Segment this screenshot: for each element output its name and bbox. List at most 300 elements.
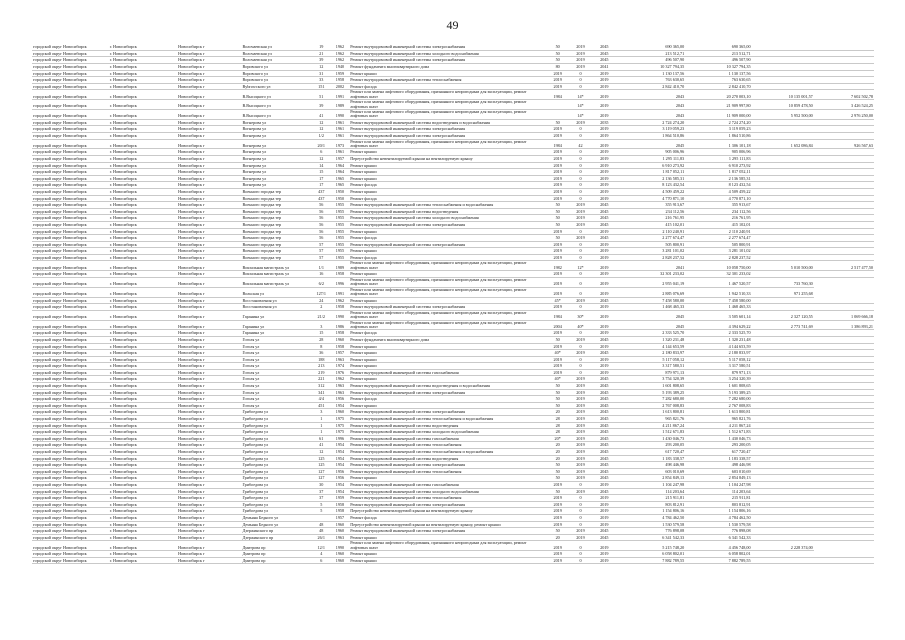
table-cell-street: Грибоедова ул (241, 422, 312, 429)
table-cell-street: Вогнерова ул (241, 132, 312, 139)
table-cell-y2: 2019 (569, 528, 592, 535)
table-cell-c3 (814, 132, 874, 139)
table-cell-district: Новосибирск г (177, 475, 241, 482)
table-cell-c3 (814, 402, 874, 409)
table-cell-work: Ремонт или замена лифтового оборудования, признанного непригодным для эксплуатации, ремонт лифтовых шахт (349, 90, 546, 100)
table-cell-c3 (814, 271, 874, 278)
table-cell-cost: 2 110 240,91 (617, 228, 685, 235)
table-row (32, 422, 874, 429)
table-cell-street: Гоголя ул (241, 343, 312, 350)
table-cell-y1: 50 (546, 462, 569, 469)
table-cell-district: Новосибирск г (177, 162, 241, 169)
table-cell-y1: 2019 (546, 195, 569, 202)
table-cell-c2: 10 135 001,57 (752, 90, 814, 100)
table-cell-c1: 1 512 671,83 (685, 429, 751, 436)
table-cell-city: г. Новосибирск (109, 235, 177, 242)
table-cell-cost: 5 117 058,12 (617, 356, 685, 363)
table-cell-district: Новосибирск г (177, 132, 241, 139)
table-cell-y2: 2019 (569, 429, 592, 436)
table-cell-district: Новосибирск г (177, 271, 241, 278)
table-cell-c1: 3 119 059,23 (685, 126, 751, 133)
table-cell-c2 (752, 557, 814, 564)
table-cell-year: 1964 (331, 162, 350, 169)
table-cell-work: Ремонт внутридомовой инженерной системы теплоснабжения и водоснабжения (349, 202, 546, 209)
table-cell-year: 1975 (331, 429, 350, 436)
table-cell-street: В.Высоцкого ул (241, 100, 312, 110)
table-cell-c2 (752, 70, 814, 77)
table-cell-c2 (752, 235, 814, 242)
table-cell-work: Ремонт фасада (349, 254, 546, 261)
table-cell-district: Новосибирск г (177, 126, 241, 133)
table-cell-y1: 2019 (546, 369, 569, 376)
table-row (32, 534, 874, 541)
table-cell-house: 1 (312, 429, 331, 436)
table-cell-house: 341 (312, 389, 331, 396)
table-cell-city: г. Новосибирск (109, 495, 177, 502)
table-cell-work: Ремонт крыши (349, 356, 546, 363)
table-cell-cost: 2 828 237,52 (617, 254, 685, 261)
table-cell-city: г. Новосибирск (109, 481, 177, 488)
table-cell-year: 1958 (331, 343, 350, 350)
table-cell-y1: 2019 (546, 169, 569, 176)
table-cell-c2 (752, 449, 814, 456)
table-cell-y2: 12* (569, 261, 592, 271)
table-cell-okrug: городской округ Новосибирск (32, 501, 109, 508)
table-cell-district: Новосибирск г (177, 215, 241, 222)
table-cell-district: Новосибирск г (177, 455, 241, 462)
table-row (32, 149, 874, 156)
table-cell-okrug: городской округ Новосибирск (32, 409, 109, 416)
table-cell-okrug: городской округ Новосибирск (32, 363, 109, 370)
table-row (32, 241, 874, 248)
table-cell-house: 12 (312, 119, 331, 126)
table-cell-work: Ремонт фасада (349, 330, 546, 337)
table-cell-y1: 2019 (546, 77, 569, 84)
table-cell-district: Новосибирск г (177, 534, 241, 541)
table-cell-city: г. Новосибирск (109, 442, 177, 449)
table-cell-c2: 10 859 478,50 (752, 100, 814, 110)
table-cell-y2: 0 (569, 330, 592, 337)
capital-repair-table-wrapper (32, 44, 874, 564)
table-cell-street: Гоголя ул (241, 363, 312, 370)
table-cell-district: Новосибирск г (177, 449, 241, 456)
table-cell-cost: 8 123 432,54 (617, 182, 685, 189)
table-cell-y2: 2019 (569, 57, 592, 64)
table-row (32, 287, 874, 297)
table-cell-y2: 40* (569, 320, 592, 330)
table-cell-y1: 50 (546, 50, 569, 57)
table-cell-year: 1964 (331, 169, 350, 176)
table-cell-city: г. Новосибирск (109, 551, 177, 558)
table-cell-year: 1958 (331, 77, 350, 84)
table-cell-c1: 7 458 580,00 (685, 297, 751, 304)
table-cell-cost: 2045 (617, 310, 685, 320)
table-cell-okrug: городской округ Новосибирск (32, 376, 109, 383)
table-cell-y3: 2019 (592, 182, 617, 189)
table-cell-c2 (752, 215, 814, 222)
table-cell-y1: 2019 (546, 70, 569, 77)
table-cell-c1: 965 821,76 (685, 416, 751, 423)
table-cell-district: Новосибирск г (177, 350, 241, 357)
table-cell-work: Ремонт крыши (349, 169, 546, 176)
table-cell-y1: 2019 (546, 83, 569, 90)
table-cell-y3: 2045 (592, 202, 617, 209)
table-cell-year: 1973 (331, 139, 350, 149)
table-cell-cost: 2043 (617, 90, 685, 100)
table-cell-city: г. Новосибирск (109, 50, 177, 57)
table-row (32, 495, 874, 502)
table-cell-street: Военного городка тер (241, 208, 312, 215)
table-cell-c3: 1 386 893,21 (814, 320, 874, 330)
table-cell-c3 (814, 468, 874, 475)
table-cell-c1: 505 800,91 (685, 241, 751, 248)
table-cell-work: Ремонт внутридомовой инженерной системы газоснабжения (349, 369, 546, 376)
table-cell-y1: 2019 (546, 126, 569, 133)
table-cell-c2 (752, 481, 814, 488)
table-cell-c2: 1 652 086,84 (752, 139, 814, 149)
table-cell-street: Гоголя ул (241, 396, 312, 403)
table-cell-y1: 20 (546, 449, 569, 456)
table-cell-y3: 2045 (592, 462, 617, 469)
table-cell-street: Грибоедова ул (241, 449, 312, 456)
table-cell-c3 (814, 182, 874, 189)
capital-repair-table (32, 44, 874, 564)
table-cell-work: Ремонт или замена лифтового оборудования, признанного непригодным для эксплуатации, ремонт лифтовых шахт (349, 310, 546, 320)
table-cell-district: Новосибирск г (177, 336, 241, 343)
table-cell-district: Новосибирск г (177, 429, 241, 436)
table-cell-c2 (752, 77, 814, 84)
table-cell-c1: 1 295 111,83 (685, 155, 751, 162)
table-cell-y2: 2019 (569, 402, 592, 409)
table-cell-district: Новосибирск г (177, 100, 241, 110)
table-cell-year: 1962 (331, 44, 350, 50)
table-cell-city: г. Новосибирск (109, 202, 177, 209)
table-cell-y2: 2019 (569, 50, 592, 57)
table-cell-cost: 234 112,56 (617, 208, 685, 215)
table-cell-city: г. Новосибирск (109, 508, 177, 515)
table-cell-c1: 4 456 748,00 (685, 541, 751, 551)
table-cell-city: г. Новосибирск (109, 277, 177, 287)
table-cell-year: 1996 (331, 435, 350, 442)
table-cell-y1: 2019 (546, 149, 569, 156)
table-cell-year: 1955 (331, 248, 350, 255)
table-cell-y1: 2019 (546, 241, 569, 248)
table-cell-street: Воровского ул (241, 77, 312, 84)
table-cell-c1: 1 154 806,16 (685, 508, 751, 515)
table-cell-c1: 776 898,08 (685, 528, 751, 535)
table-cell-house: 12 (312, 63, 331, 70)
table-cell-district: Новосибирск г (177, 508, 241, 515)
table-cell-city: г. Новосибирск (109, 215, 177, 222)
table-cell-y3: 2019 (592, 162, 617, 169)
table-cell-c2 (752, 435, 814, 442)
table-cell-house: 219 (312, 369, 331, 376)
table-cell-street: Вогнерова ул (241, 169, 312, 176)
table-cell-city: г. Новосибирск (109, 369, 177, 376)
table-cell-c1: 6 341 542,33 (685, 534, 751, 541)
table-cell-house: 56 (312, 202, 331, 209)
table-cell-work: Ремонт внутридомовой инженерной системы водоотведения (349, 422, 546, 429)
table-cell-y3: 2045 (592, 402, 617, 409)
table-cell-c3 (814, 162, 874, 169)
table-cell-street: Дмитрова пр (241, 551, 312, 558)
table-cell-y2: 0 (569, 514, 592, 521)
table-cell-year: 1989 (331, 100, 350, 110)
table-cell-city: г. Новосибирск (109, 188, 177, 195)
table-cell-y3: 2019 (592, 271, 617, 278)
table-cell-c3 (814, 389, 874, 396)
table-cell-y1: 1982 (546, 261, 569, 271)
table-cell-y2: 2019 (569, 534, 592, 541)
table-cell-c2 (752, 343, 814, 350)
table-cell-c2 (752, 356, 814, 363)
table-cell-cost: 415 102,01 (617, 221, 685, 228)
table-cell-c3 (814, 221, 874, 228)
table-cell-c1: 1 530 579,58 (685, 521, 751, 528)
table-cell-district: Новосибирск г (177, 241, 241, 248)
table-cell-c3 (814, 254, 874, 261)
table-cell-street: Гоголя ул (241, 389, 312, 396)
table-cell-work: Ремонт или замена лифтового оборудования, признанного непригодным для эксплуатации, ремонт лифтовых шахт (349, 287, 546, 297)
table-cell-cost: 3 754 320,39 (617, 376, 685, 383)
table-cell-work: Ремонт крыши (349, 350, 546, 357)
table-cell-year: 1960 (331, 336, 350, 343)
table-cell-c3 (814, 149, 874, 156)
table-cell-house: 437 (312, 195, 331, 202)
table-cell-cost: 7 458 580,00 (617, 297, 685, 304)
table-cell-city: г. Новосибирск (109, 475, 177, 482)
table-cell-city: г. Новосибирск (109, 83, 177, 90)
table-cell-okrug: городской округ Новосибирск (32, 304, 109, 311)
table-cell-y3: 2019 (592, 508, 617, 515)
table-cell-work: Ремонт внутридомовой инженерной системы электроснабжения (349, 126, 546, 133)
table-cell-city: г. Новосибирск (109, 383, 177, 390)
table-cell-year: 2002 (331, 83, 350, 90)
table-cell-city: г. Новосибирск (109, 422, 177, 429)
table-cell-c1: 5 193 389,25 (685, 389, 751, 396)
table-cell-year: 1975 (331, 422, 350, 429)
table-cell-district: Новосибирск г (177, 77, 241, 84)
table-cell-c2 (752, 132, 814, 139)
table-row (32, 155, 874, 162)
table-cell-city: г. Новосибирск (109, 376, 177, 383)
table-cell-district: Новосибирск г (177, 277, 241, 287)
table-cell-okrug: городской округ Новосибирск (32, 481, 109, 488)
table-cell-c1: 1 104 247,98 (685, 481, 751, 488)
table-cell-house: 3 (312, 320, 331, 330)
table-cell-cost: 1 468 465,33 (617, 304, 685, 311)
table-cell-y3: 2019 (592, 356, 617, 363)
table-row (32, 429, 874, 436)
table-cell-y1: 28 (546, 429, 569, 436)
table-cell-y3: 2045 (592, 455, 617, 462)
table-cell-c3 (814, 495, 874, 502)
table-cell-house: 56 (312, 215, 331, 222)
table-cell-y1: 50 (546, 402, 569, 409)
table-cell-y2: 0 (569, 126, 592, 133)
table-cell-c2 (752, 248, 814, 255)
table-cell-cost: 1 295 111,83 (617, 155, 685, 162)
table-cell-y3: 2019 (592, 369, 617, 376)
table-cell-y1: 50 (546, 336, 569, 343)
table-cell-street: Военного городка тер (241, 202, 312, 209)
table-cell-okrug: городской округ Новосибирск (32, 330, 109, 337)
table-cell-work: Ремонт крыши (349, 551, 546, 558)
table-cell-house: 15 (312, 169, 331, 176)
table-cell-c2: 971 255,68 (752, 287, 814, 297)
table-cell-y2: 0 (569, 195, 592, 202)
table-cell-c3 (814, 126, 874, 133)
table-cell-year: 1963 (331, 534, 350, 541)
table-cell-work: Ремонт крыши (349, 175, 546, 182)
table-cell-c2 (752, 429, 814, 436)
table-cell-c2 (752, 175, 814, 182)
table-row (32, 208, 874, 215)
table-cell-y2: 0 (569, 541, 592, 551)
table-cell-city: г. Новосибирск (109, 455, 177, 462)
table-cell-c1: 114 203,64 (685, 488, 751, 495)
table-cell-city: г. Новосибирск (109, 350, 177, 357)
table-cell-year: 1955 (331, 215, 350, 222)
table-cell-okrug: городской округ Новосибирск (32, 297, 109, 304)
table-cell-y3: 2045 (592, 215, 617, 222)
table-cell-c2 (752, 304, 814, 311)
table-cell-y2: 0 (569, 241, 592, 248)
table-cell-y2: 2019 (569, 44, 592, 50)
table-cell-street: Демьяна Бедного ул (241, 521, 312, 528)
table-row (32, 126, 874, 133)
table-cell-district: Новосибирск г (177, 228, 241, 235)
table-cell-work: Ремонт внутридомовой инженерной системы теплоснабжения и водоснабжения (349, 449, 546, 456)
table-cell-year: 1961 (331, 132, 350, 139)
table-cell-city: г. Новосибирск (109, 521, 177, 528)
table-cell-okrug: городской округ Новосибирск (32, 261, 109, 271)
table-cell-y3: 2019 (592, 83, 617, 90)
table-cell-work: Ремонт фундамента многоквартирного дома (349, 336, 546, 343)
table-cell-house: 1/2 (312, 132, 331, 139)
table-cell-year: 1955 (331, 235, 350, 242)
table-cell-okrug: городской округ Новосибирск (32, 149, 109, 156)
table-cell-c1: 4 784 462,50 (685, 514, 751, 521)
table-cell-c1: 496 507,90 (685, 57, 751, 64)
table-cell-y3: 2045 (592, 44, 617, 50)
table-cell-c3: 2 517 477,50 (814, 261, 874, 271)
table-cell-house: 61 (312, 435, 331, 442)
table-cell-year: 1990 (331, 109, 350, 119)
table-cell-work: Ремонт внутридомовой инженерной системы теплоснабжения и водоснабжения (349, 416, 546, 423)
table-cell-y1: 2019 (546, 557, 569, 564)
table-cell-cost: 114 203,64 (617, 488, 685, 495)
table-cell-y3: 2019 (592, 248, 617, 255)
table-cell-c1: 1 864 510,86 (685, 132, 751, 139)
table-cell-city: г. Новосибирск (109, 514, 177, 521)
table-cell-c2 (752, 495, 814, 502)
table-cell-cost: 4 211 867,24 (617, 422, 685, 429)
table-cell-street: Грибоедова ул (241, 416, 312, 423)
table-cell-c2 (752, 462, 814, 469)
table-cell-okrug: городской округ Новосибирск (32, 416, 109, 423)
table-cell-house: 48 (312, 528, 331, 535)
table-cell-cost: 6 341 542,33 (617, 534, 685, 541)
table-cell-street: Военного городка тер (241, 254, 312, 261)
table-cell-y2: 2019 (569, 409, 592, 416)
table-cell-district: Новосибирск г (177, 188, 241, 195)
table-cell-okrug: городской округ Новосибирск (32, 541, 109, 551)
table-cell-city: г. Новосибирск (109, 435, 177, 442)
table-cell-cost: 1 183 338,57 (617, 455, 685, 462)
table-cell-city: г. Новосибирск (109, 389, 177, 396)
table-cell-year: 1954 (331, 402, 350, 409)
table-cell-okrug: городской округ Новосибирск (32, 462, 109, 469)
table-cell-y2: 2019 (569, 389, 592, 396)
table-cell-year: 1960 (331, 557, 350, 564)
table-cell-year: 1954 (331, 462, 350, 469)
table-cell-c1: 603 010,69 (685, 468, 751, 475)
table-cell-house: 56 (312, 221, 331, 228)
table-cell-c1: 3 317 580,51 (685, 363, 751, 370)
table-cell-district: Новосибирск г (177, 155, 241, 162)
table-row (32, 235, 874, 242)
table-cell-c3 (814, 228, 874, 235)
table-cell-house: 451 (312, 402, 331, 409)
table-cell-c1: 498 446,98 (685, 462, 751, 469)
table-cell-house: 437 (312, 188, 331, 195)
table-cell-c3 (814, 208, 874, 215)
table-row (32, 261, 874, 271)
table-cell-c1: 879 971,13 (685, 369, 751, 376)
table-cell-y1 (546, 100, 569, 110)
table-cell-city: г. Новосибирск (109, 363, 177, 370)
table-cell-street: Грибоедова ул (241, 508, 312, 515)
table-cell-c2 (752, 254, 814, 261)
table-cell-okrug: городской округ Новосибирск (32, 488, 109, 495)
table-cell-cost: 2 180 833,97 (617, 350, 685, 357)
table-cell-c2 (752, 202, 814, 209)
table-cell-year: 1960 (331, 409, 350, 416)
table-cell-y2: 0 (569, 77, 592, 84)
table-row (32, 195, 874, 202)
table-cell-c2 (752, 402, 814, 409)
table-cell-y3: 2019 (592, 241, 617, 248)
table-cell-city: г. Новосибирск (109, 109, 177, 119)
table-cell-cost: 355 913,67 (617, 202, 685, 209)
table-cell-street: Гоголя ул (241, 383, 312, 390)
table-cell-district: Новосибирск г (177, 83, 241, 90)
table-cell-y1: 1984 (546, 139, 569, 149)
table-cell-city: г. Новосибирск (109, 139, 177, 149)
table-cell-c3 (814, 77, 874, 84)
table-cell-c1: 213 512,71 (685, 50, 751, 57)
table-cell-c2 (752, 442, 814, 449)
table-cell-year: 1956 (331, 396, 350, 403)
table-cell-y1: 20 (546, 409, 569, 416)
table-row (32, 409, 874, 416)
table-cell-y3: 2035 (592, 119, 617, 126)
table-cell-district: Новосибирск г (177, 248, 241, 255)
table-cell-y2: 0 (569, 495, 592, 502)
table-cell-cost: 4 144 653,59 (617, 343, 685, 350)
table-cell-house: 39 (312, 57, 331, 64)
table-cell-c1: 355 913,67 (685, 202, 751, 209)
table-cell-work: Ремонт внутридомовой инженерной системы электроснабжения (349, 57, 546, 64)
table-cell-y2: 0 (569, 287, 592, 297)
table-cell-cost: 7 882 789,55 (617, 557, 685, 564)
table-cell-city: г. Новосибирск (109, 409, 177, 416)
table-cell-street: Грибоедова ул (241, 481, 312, 488)
table-cell-house: 213 (312, 363, 331, 370)
table-cell-y3: 2045 (592, 396, 617, 403)
table-row (32, 435, 874, 442)
